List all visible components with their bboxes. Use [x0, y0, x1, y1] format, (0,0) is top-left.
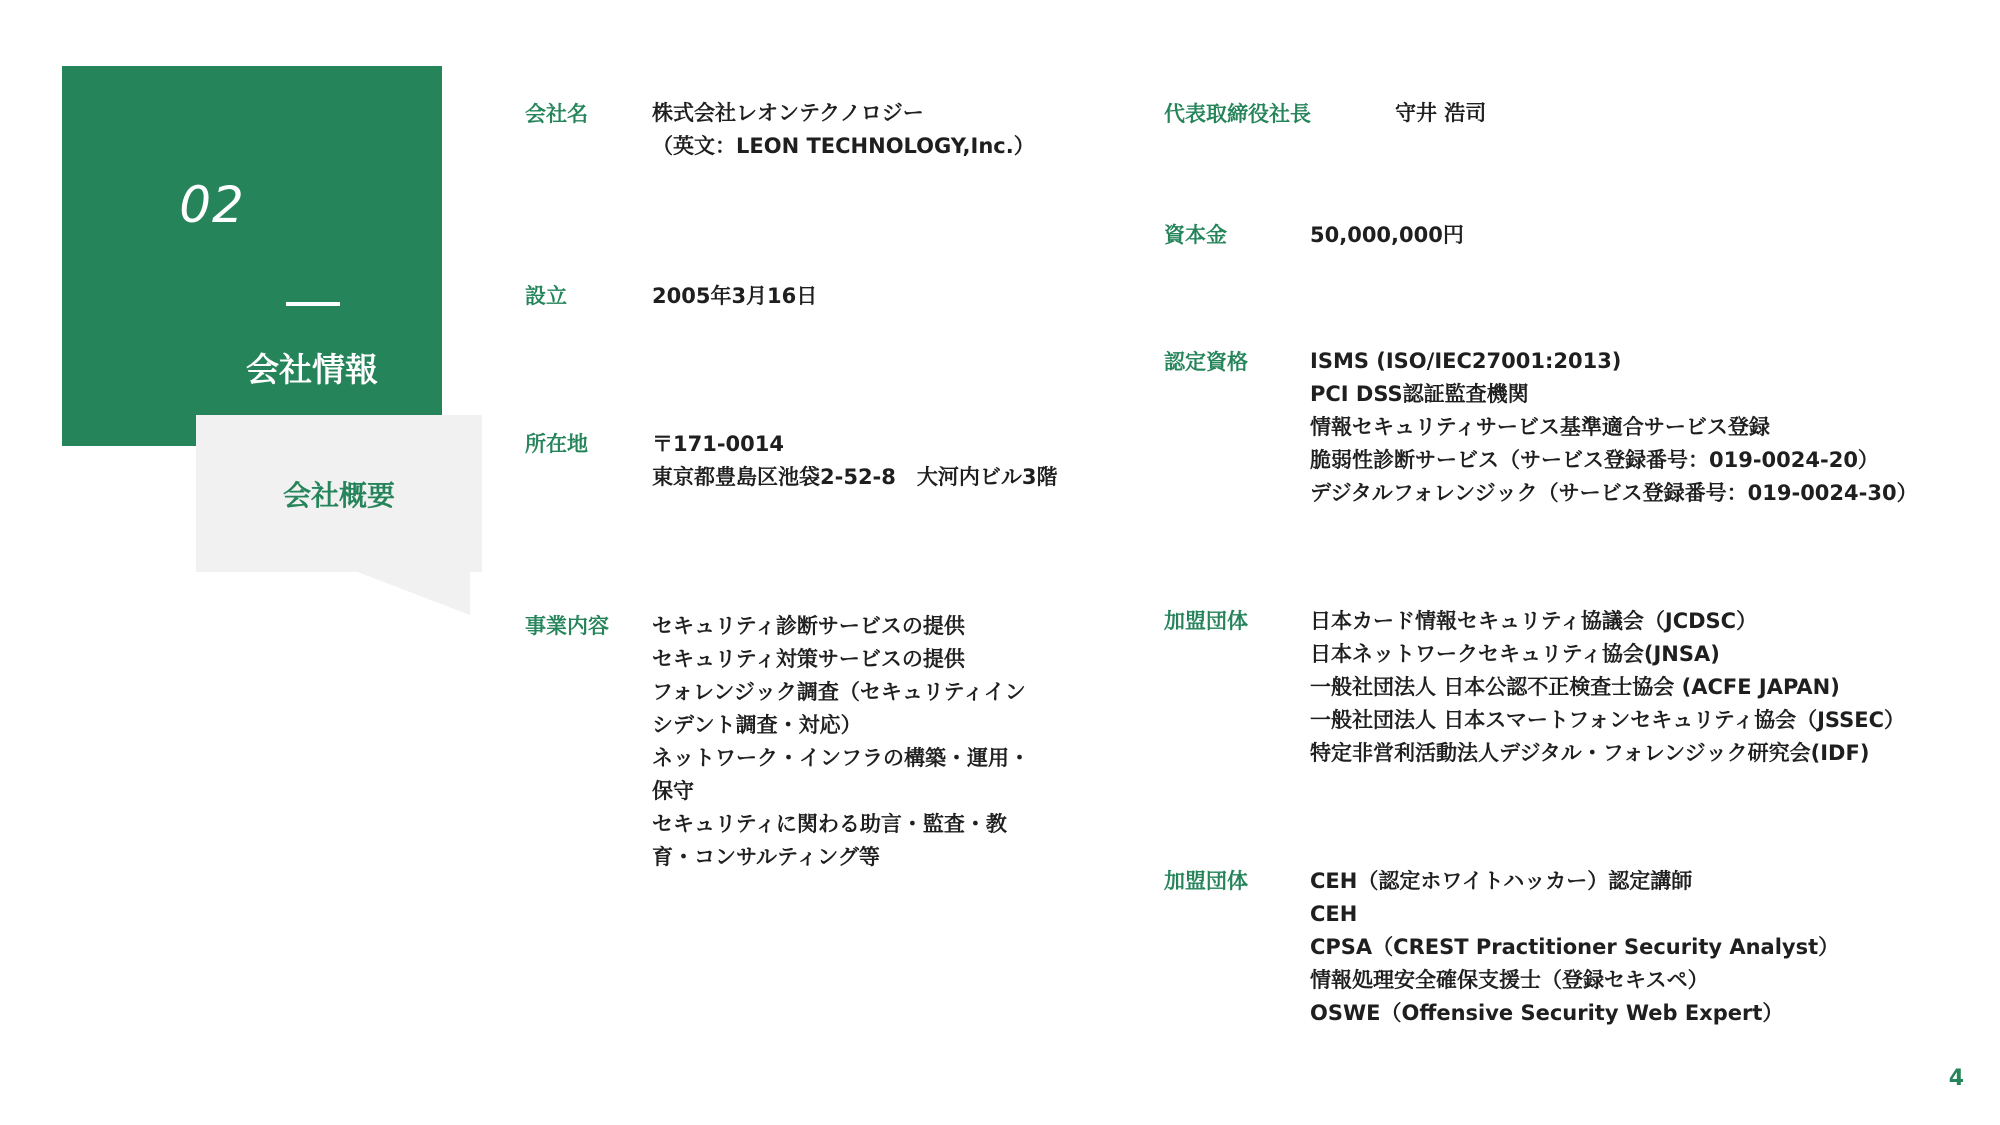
field-value-representative: 守井 浩司 [1395, 101, 1487, 125]
field-value-company-name: 株式会社レオンテクノロジー （英文：LEON TECHNOLOGY,Inc.） [652, 101, 1035, 158]
field-label-business: 事業内容 [525, 614, 609, 638]
field-label-company-name: 会社名 [525, 102, 588, 126]
subtitle-bubble-tail [355, 571, 470, 615]
field-value-qualifications: CEH（認定ホワイトハッカー）認定講師 CEH CPSA（CREST Practitioner Security Analyst） 情報処理安全確保支援士（登録セキスペ） OSWE（Offensive Security Web Expert） [1310, 869, 1840, 1025]
page-number: 4 [1948, 1066, 1964, 1091]
field-value-capital: 50,000,000円 [1310, 223, 1464, 247]
section-block [62, 66, 442, 446]
field-label-established: 設立 [525, 284, 567, 308]
field-label-memberships: 加盟団体 [1164, 609, 1248, 633]
field-label-certifications: 認定資格 [1164, 350, 1248, 374]
field-value-established: 2005年3月16日 [652, 284, 818, 308]
section-number: 02 [179, 176, 245, 234]
field-value-memberships: 日本カード情報セキュリティ協議会（JCDSC） 日本ネットワークセキュリティ協会(JNSA) 一般社団法人 日本公認不正検査士協会 (ACFE JAPAN) 一般社団法人 日本スマートフォンセキュリティ協会（JSSEC） 特定非営利活動法人デジタル・フォレンジック研究会(IDF) [1310, 609, 1905, 765]
field-label-capital: 資本金 [1164, 223, 1227, 247]
field-value-business: セキュリティ診断サービスの提供 セキュリティ対策サービスの提供 フォレンジック調査（セキュリティイン シデント調査・対応） ネットワーク・インフラの構築・運用・ 保守 セキュリティに関わる助言・監査・教 育・コンサルティング等 [652, 614, 1030, 869]
field-value-address: 〒171-0014 東京都豊島区池袋2-52-8 大河内ビル3階 [652, 432, 1058, 489]
section-title: 会社情報 [246, 350, 378, 389]
field-label-address: 所在地 [525, 432, 588, 456]
section-number-underline [286, 302, 340, 306]
section-subtitle: 会社概要 [282, 479, 395, 512]
field-value-certifications: ISMS (ISO/IEC27001:2013) PCI DSS認証監査機関 情報セキュリティサービス基準適合サービス登録 脆弱性診断サービス（サービス登録番号：019-0024-20） デジタルフォレンジック（サービス登録番号：019-0024-30） [1310, 349, 1918, 505]
field-label-representative: 代表取締役社長 [1164, 102, 1311, 126]
field-label-qualifications: 加盟団体 [1164, 869, 1248, 893]
